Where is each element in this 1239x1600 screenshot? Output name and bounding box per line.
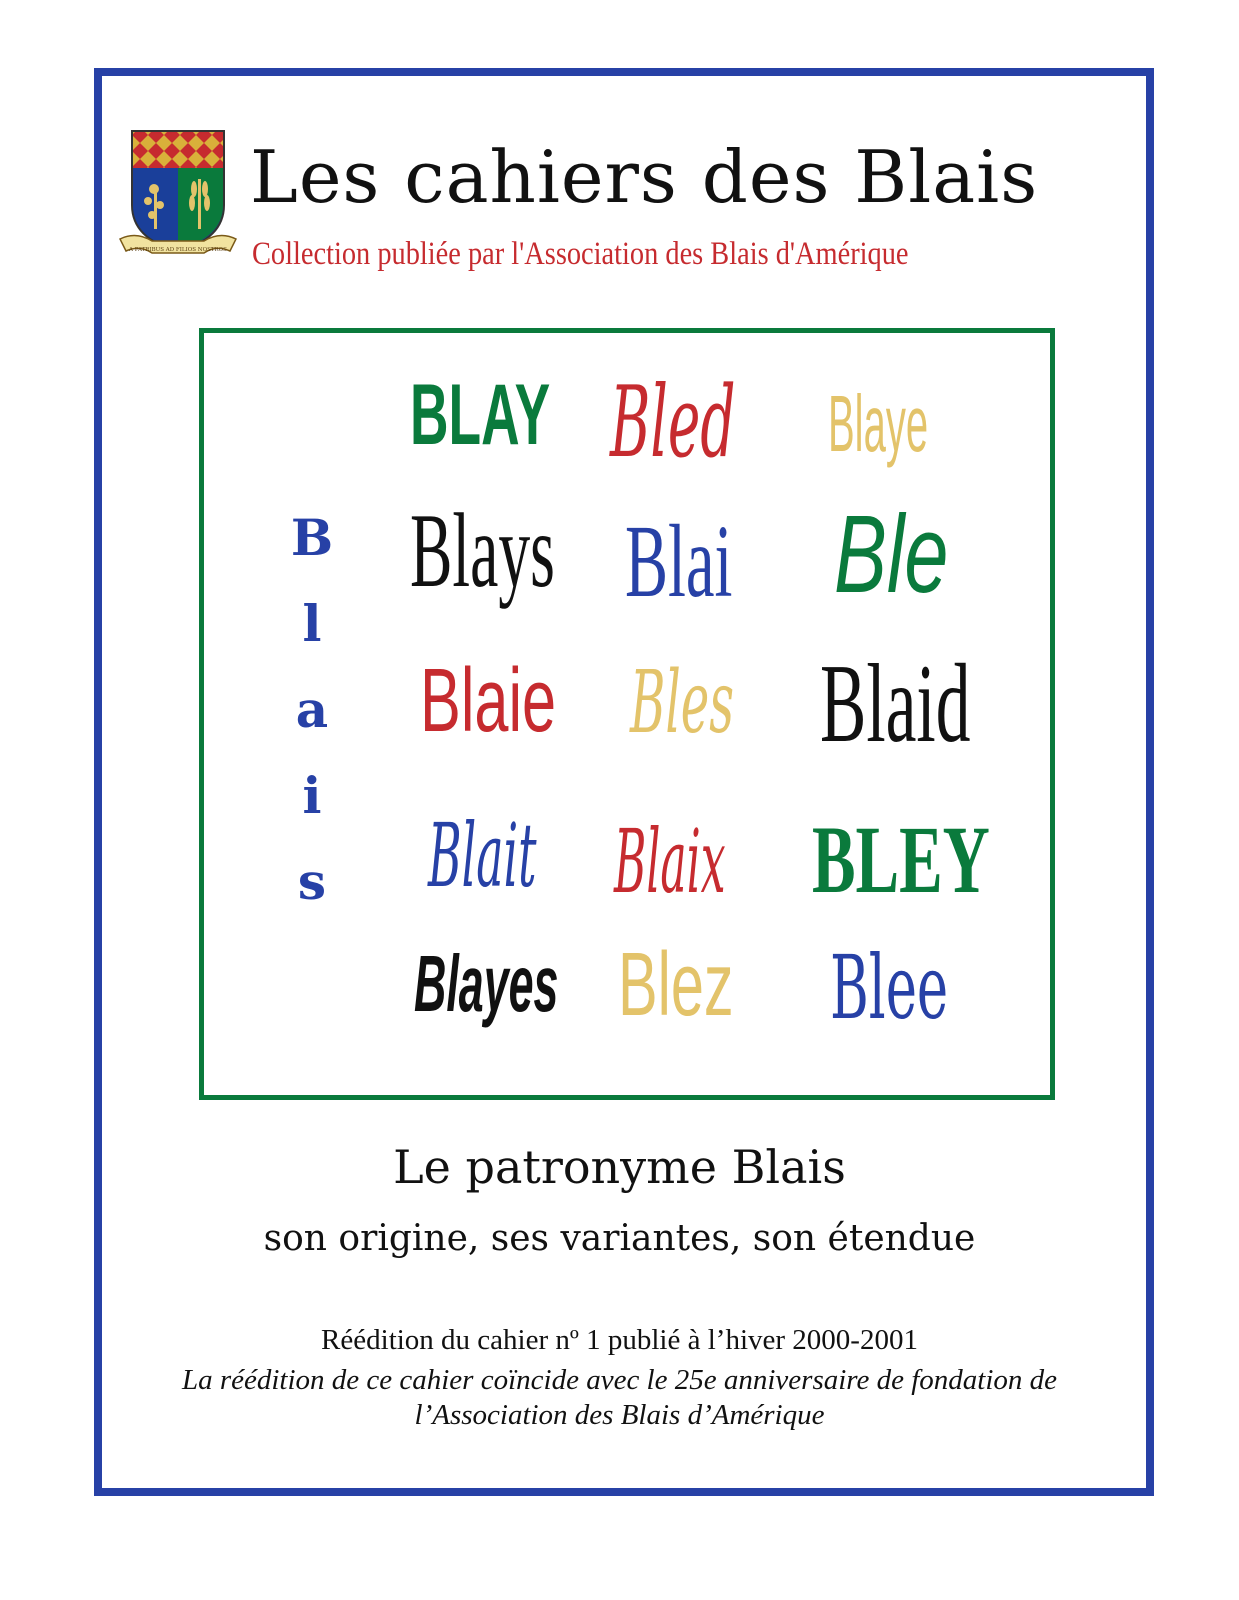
variant-blaie: Blaie <box>420 651 557 751</box>
vertical-surname <box>272 495 352 925</box>
variant-blez: Blez <box>618 935 734 1035</box>
variant-blayes: Blayes <box>414 939 559 1028</box>
vertical-letter: i <box>302 766 322 825</box>
variant-bley: BLEY <box>812 806 990 913</box>
crest-motto: A PATRIBUS AD FILIOS NOSTROS <box>129 247 227 253</box>
patronym-subtitle: son origine, ses variantes, son étendue <box>263 1218 976 1259</box>
vertical-letter: B <box>290 508 334 567</box>
publication-subtitle: Collection publiée par l'Association des Blais d'Amérique <box>252 236 909 272</box>
variant-ble: Ble <box>834 493 949 616</box>
vertical-letter: a <box>295 680 329 739</box>
vertical-letter: l <box>302 594 322 653</box>
variant-blee: Blee <box>830 936 949 1039</box>
variant-blait: Blait <box>428 804 537 907</box>
publication-title: Les cahiers des Blais <box>250 135 1039 219</box>
variant-blaix: Blaix <box>614 810 726 913</box>
anniversary-note-line-1: La réédition de ce cahier coïncide avec le 25e anniversaire de fondation de <box>181 1364 1058 1396</box>
anniversary-note-line-2: l’Association des Blais d’Amérique <box>414 1399 825 1431</box>
vertical-letter: s <box>297 852 327 911</box>
patronym-title: Le patronyme Blais <box>393 1140 846 1194</box>
variant-bles: Bles <box>630 653 735 753</box>
variant-blaid: Blaid <box>820 642 971 766</box>
variant-bled: Bled <box>610 366 736 480</box>
variant-blays: Blays <box>410 492 555 609</box>
reedition-line: Réédition du cahier nº 1 publié à l’hiver 2000-2001 <box>321 1324 918 1356</box>
variant-blai: Blai <box>625 504 733 619</box>
anniversary-note <box>0 1363 1239 1433</box>
coat-of-arms-logo <box>116 127 240 262</box>
variant-blay: BLAY <box>410 367 551 463</box>
variant-blaye: Blaye <box>828 379 929 468</box>
